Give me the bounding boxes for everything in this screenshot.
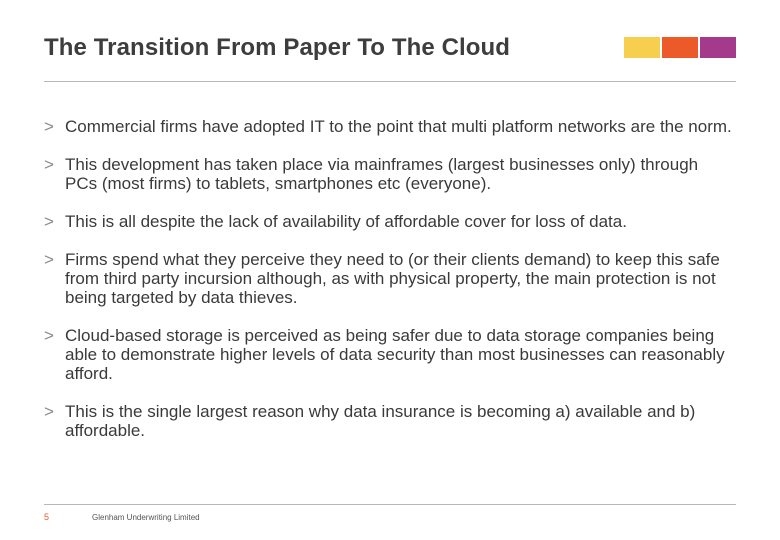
header-divider (44, 81, 736, 82)
bullet-text: This development has taken place via mainframes (largest businesses only) through PCs (most firms) to tablets, smartphones etc (everyone). (65, 155, 699, 193)
footer-company-name: Glenham Underwriting Limited (92, 513, 200, 522)
footer-divider (44, 504, 736, 505)
bullet-marker: > (44, 155, 54, 174)
bullet-marker: > (44, 326, 54, 345)
page-number: 5 (44, 512, 50, 522)
bullet-text: Firms spend what they perceive they need to (or their clients demand) to keep this safe from third party incursion although, as with physical property, the main protection is not being targeted by data thieves. (65, 250, 720, 307)
bullet-marker: > (44, 212, 54, 231)
bullet-item (44, 402, 734, 440)
bullet-item (44, 155, 734, 193)
bullet-text: Commercial firms have adopted IT to the point that multi platform networks are the norm. (65, 117, 732, 136)
bullet-item (44, 326, 734, 383)
bullet-marker: > (44, 402, 54, 421)
yellow-swatch (624, 37, 660, 58)
slide-title: The Transition From Paper To The Cloud (44, 34, 511, 61)
bullet-marker: > (44, 117, 54, 136)
bullet-marker: > (44, 250, 54, 269)
bullet-item (44, 250, 734, 307)
bullet-item (44, 117, 734, 136)
bullet-text: This is all despite the lack of availability of affordable cover for loss of data. (65, 212, 627, 231)
bullet-text: This is the single largest reason why data insurance is becoming a) available and b) affordable. (65, 402, 696, 440)
orange-swatch (662, 37, 698, 58)
bullet-text: Cloud-based storage is perceived as being safer due to data storage companies being able to demonstrate higher levels of data security than most businesses can reasonably afford. (65, 326, 725, 383)
bullet-list (44, 117, 734, 440)
purple-swatch (700, 37, 736, 58)
bullet-item (44, 212, 734, 231)
